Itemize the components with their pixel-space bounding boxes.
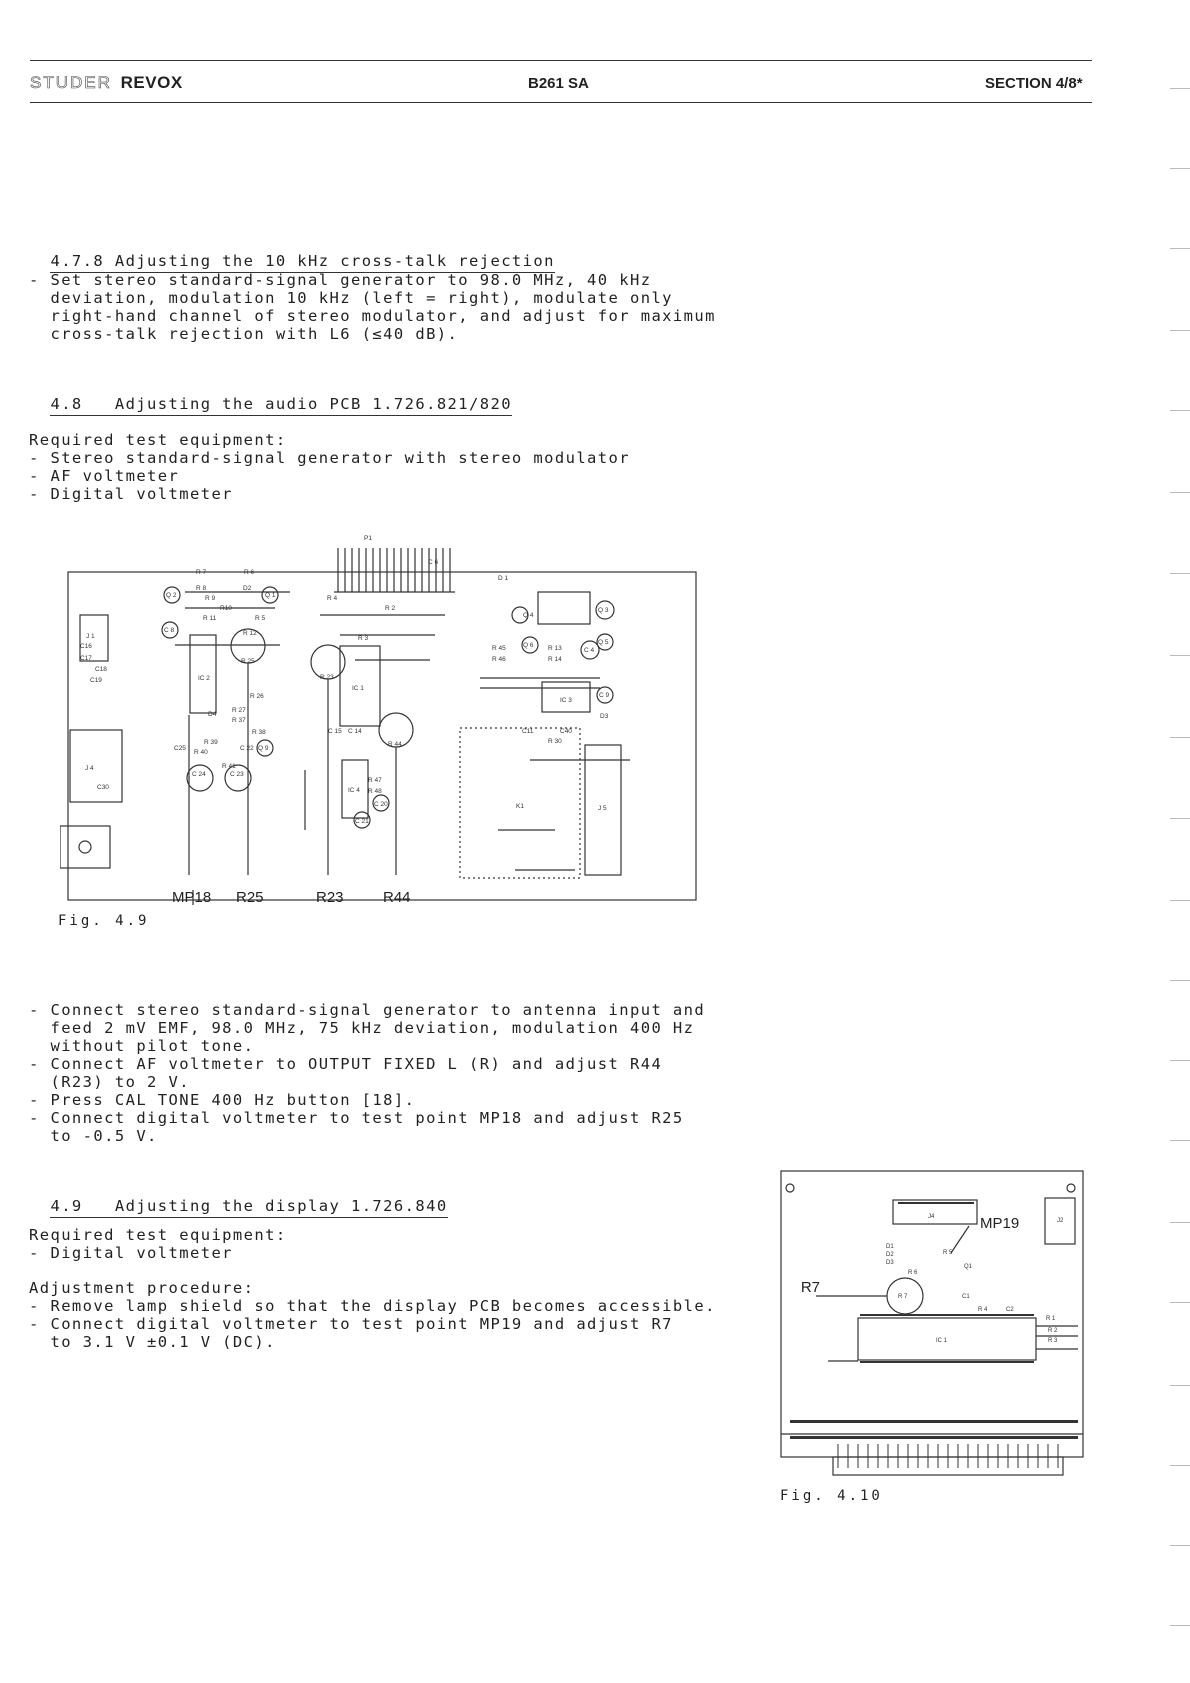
label-d2: D2 <box>886 1252 894 1258</box>
label-j1: J 1 <box>86 633 95 640</box>
label-d1: D1 <box>886 1244 894 1250</box>
label-c18: C18 <box>95 666 107 673</box>
label-r48: R 48 <box>368 788 382 795</box>
label-c24: C 24 <box>192 771 206 778</box>
section-4-8-steps: - Connect stereo standard-signal generator to antenna input and feed 2 mV EMF, 98.0 MHz, 75 kHz deviation, modulation 400 Hz without pilot tone. - Connect AF voltmeter to OUTPUT FIXED L (R) and adjust R44 (R23) to 2 V. - Press CAL TONE 400 Hz button [18]. - Connect digital voltmeter to test point MP18 and adjust R25 to -0.5 V. <box>29 1001 706 1145</box>
figure-4-9-caption: Fig. 4.9 <box>58 913 150 929</box>
label-q6: Q 6 <box>523 642 534 649</box>
label-r26: R 26 <box>250 693 264 700</box>
label-k1: K1 <box>516 803 524 810</box>
label-j2: J2 <box>1057 1218 1064 1224</box>
section-4-8-heading: 4.8 Adjusting the audio PCB 1.726.821/820 <box>50 395 511 416</box>
label-j4: J4 <box>928 1214 935 1220</box>
label-ic4: IC 4 <box>348 787 360 794</box>
label-d4: D4 <box>208 711 217 718</box>
connector-p1 <box>334 548 455 592</box>
label-d1: D 1 <box>498 575 509 582</box>
label-c2: C2 <box>1006 1307 1014 1313</box>
label-r7: R 7 <box>196 569 207 576</box>
label-c23: C 23 <box>230 771 244 778</box>
label-r2: R 2 <box>1048 1328 1058 1334</box>
header-top-rule <box>30 60 1092 61</box>
label-r30: R 30 <box>548 738 562 745</box>
brand-revox: REVOX <box>120 73 183 92</box>
label-c14: C 14 <box>348 728 362 735</box>
label-r10: R10 <box>220 605 232 612</box>
label-d3: D3 <box>600 713 609 720</box>
label-r9: R 9 <box>205 595 216 602</box>
label-r38: R 38 <box>252 729 266 736</box>
label-j4: J 4 <box>85 765 94 772</box>
label-r39: R 39 <box>204 739 218 746</box>
label-r46: R 46 <box>492 656 506 663</box>
figure-4-10-display-pcb <box>778 1168 1088 1488</box>
label-c6: C 6 <box>428 559 439 566</box>
label-r47: R 47 <box>368 777 382 784</box>
label-c19: C19 <box>90 677 102 684</box>
ic-outline <box>538 592 590 624</box>
label-c20: C 20 <box>374 801 388 808</box>
section-4-7-8-body: - Set stereo standard-signal generator to 98.0 MHz, 40 kHz deviation, modulation 10 kHz (left = right), modulate only right-hand channel of stereo modulator, and adjust for maximum cross-talk rejection with L6 (≤40 dB). <box>29 271 716 343</box>
section-4-9-procedure: Adjustment procedure: - Remove lamp shield so that the display PCB becomes accessible. - Connect digital voltmeter to test point MP19 and adjust R7 to 3.1 V ±0.1 V (DC). <box>29 1279 716 1351</box>
label-r4: R 4 <box>978 1307 988 1313</box>
label-ic1: IC 1 <box>936 1338 948 1344</box>
pcb-outline <box>68 572 696 900</box>
label-r5: R 5 <box>943 1250 953 1256</box>
label-d3: D3 <box>886 1260 894 1266</box>
ic2-outline <box>190 635 216 713</box>
label-q1: Q1 <box>964 1264 973 1270</box>
label-ic3: IC 3 <box>560 697 572 704</box>
label-r6: R 6 <box>908 1270 918 1276</box>
label-r14: R 14 <box>548 656 562 663</box>
callout-mp19: MP19 <box>980 1215 1020 1232</box>
label-p1: P1 <box>364 535 372 542</box>
callout-leaders <box>189 663 396 875</box>
label-q5: Q 5 <box>598 639 609 646</box>
label-c8: C 8 <box>164 627 175 634</box>
figure-4-10-caption: Fig. 4.10 <box>780 1488 883 1504</box>
brand-studer: STUDER <box>30 73 112 92</box>
leader-mp19 <box>951 1226 969 1253</box>
label-r5: R 5 <box>255 615 266 622</box>
section-4-8-equipment: Required test equipment: - Stereo standard-signal generator with stereo modulator - AF voltmeter - Digital voltmeter <box>29 431 630 503</box>
label-j5: J 5 <box>598 805 607 812</box>
label-c21: C 21 <box>355 818 369 825</box>
label-q2: Q 2 <box>166 592 177 599</box>
label-r11: R 11 <box>203 615 217 622</box>
label-r37: R 37 <box>232 717 246 724</box>
label-q3: Q 3 <box>598 607 609 614</box>
section-4-9-equipment: Required test equipment: - Digital voltmeter <box>29 1226 287 1262</box>
figure-4-9-audio-pcb <box>60 530 700 950</box>
label-q4: Q 4 <box>523 612 534 619</box>
label-ic1: IC 1 <box>352 685 364 692</box>
label-r13: R 13 <box>548 645 562 652</box>
label-r1: R 1 <box>1046 1316 1056 1322</box>
callout-r44: R44 <box>383 889 411 906</box>
label-r3: R 3 <box>1048 1338 1058 1344</box>
label-r3: R 3 <box>358 635 369 642</box>
model-label: B261 SA <box>528 75 589 92</box>
header-bottom-rule <box>30 102 1092 103</box>
section-4-9-heading: 4.9 Adjusting the display 1.726.840 <box>50 1197 447 1218</box>
label-c30: C30 <box>97 784 109 791</box>
callout-r23: R23 <box>316 889 344 906</box>
label-c17: C17 <box>80 655 92 662</box>
section-4-7-8-heading: 4.7.8 Adjusting the 10 kHz cross-talk rejection <box>50 252 554 273</box>
connector-j4 <box>70 730 122 802</box>
label-r7: R 7 <box>898 1294 908 1300</box>
label-r25: R 25 <box>241 658 255 665</box>
label-r41: R 41 <box>222 763 236 770</box>
label-r4: R 4 <box>327 595 338 602</box>
section-label: SECTION 4/8* <box>985 75 1083 92</box>
label-c16: C16 <box>80 643 92 650</box>
label-r12: R 12 <box>243 630 257 637</box>
label-q9: Q 9 <box>258 745 269 752</box>
label-c9: C 9 <box>599 692 610 699</box>
label-c15: C 15 <box>328 728 342 735</box>
label-r8: R 8 <box>196 585 207 592</box>
label-ic2: IC 2 <box>198 675 210 682</box>
label-r27: R 27 <box>232 707 246 714</box>
label-c11: C11 <box>522 728 534 735</box>
label-r45: R 45 <box>492 645 506 652</box>
brand-logo <box>30 73 183 93</box>
label-c1: C1 <box>962 1294 970 1300</box>
label-c4: C 4 <box>584 647 595 654</box>
callout-r7: R7 <box>800 1279 820 1296</box>
label-d2: D2 <box>243 585 252 592</box>
label-r2: R 2 <box>385 605 396 612</box>
label-q1: Q 1 <box>265 592 276 599</box>
callout-mp18: MP18 <box>172 889 212 906</box>
label-r40: R 40 <box>194 749 208 756</box>
label-c40: C40 <box>560 728 572 735</box>
label-r6: R 6 <box>244 569 255 576</box>
label-c25: C25 <box>174 745 186 752</box>
callout-r25: R25 <box>236 889 264 906</box>
label-c22: C 22 <box>240 745 254 752</box>
label-r23: R 23 <box>320 674 334 681</box>
label-r44: R 44 <box>388 741 402 748</box>
